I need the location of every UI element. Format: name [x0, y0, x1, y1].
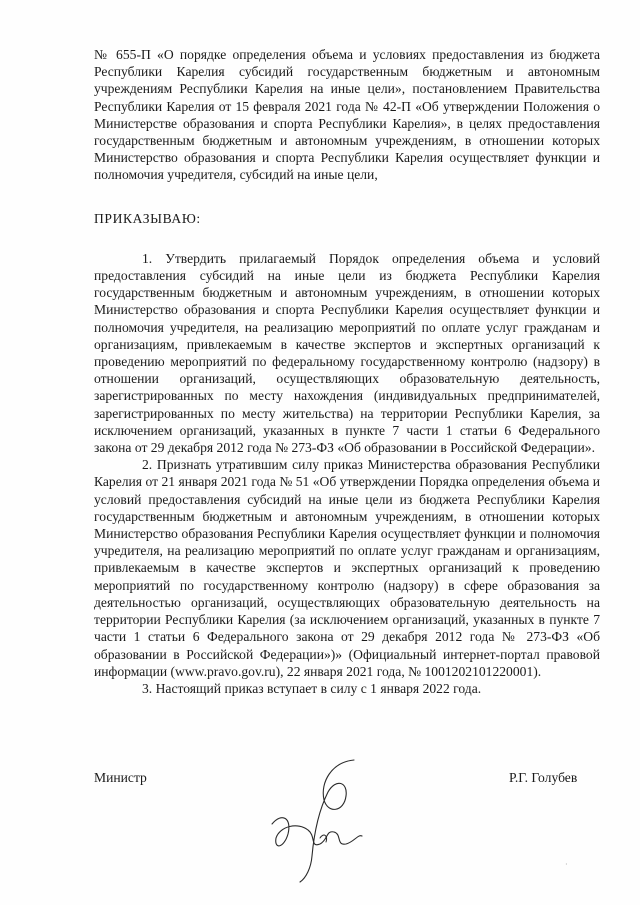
order-item-1: 1. Утвердить прилагаемый Порядок определения объема и условий предоставления субсидий на иные цели из бюджета Республики Карелия государственным бюджетным и автономным учреждениям, в отношении которых Министерство образования и спорта Республики Карелия осуществляет функции и полномочия учредителя, на реализацию мероприятий по оплате услуг гражданам и организациям, привлекаемым в качестве экспертов и экспертных организаций к проведению мероприятий по федеральному государственному контролю (надзору) в отношении организаций, осуществляющих образовательную деятельность, зарегистрированных по месту нахождения (индивидуальных предпринимателей, зарегистрированных по месту жительства) на территории Республики Карелия, за исключением организаций, указанных в пункте 7 части 1 статьи 6 Федерального закона от 29 декабря 2012 года № 273-ФЗ «Об образовании в Российской Федерации».: [94, 250, 600, 456]
scan-mark: ·: [565, 860, 568, 869]
signer-name: Р.Г. Голубев: [509, 770, 578, 785]
handwritten-signature: [262, 752, 382, 887]
preamble-paragraph: № 655-П «О порядке определения объема и условиях предоставления из бюджета Республики Карелия субсидий государственным бюджетным и автономным учреждениям Республики Карелия на иные цели», постановлением Правительства Республики Карелия от 15 февраля 2021 года № 42-П «Об утверждении Положения о Министерстве образования и спорта Республики Карелия», в целях предоставления государственным бюджетным и автономным учреждениям, в отношении которых Министерство образования и спорта Республики Карелия осуществляет функции и полномочия учредителя, субсидий на иные цели,: [94, 47, 600, 183]
document-body: [94, 46, 600, 697]
signer-position: Министр: [94, 770, 147, 785]
order-heading: ПРИКАЗЫВАЮ:: [94, 210, 201, 226]
order-item-2: 2. Признать утратившим силу приказ Министерства образования Республики Карелия от 21 января 2021 года № 51 «Об утверждении Порядка определения объема и условий предоставления субсидий на иные цели из бюджета Республики Карелия государственным бюджетным и автономным учреждениям, в отношении которых Министерство образования Республики Карелия осуществляет функции и полномочия учредителя, на реализацию мероприятий по оплате услуг гражданам и организациям, привлекаемым в качестве экспертов и экспертных организаций к проведению мероприятий по государственному контролю (надзору) в сфере образования за деятельностью организаций, осуществляющих образовательную деятельность на территории Республики Карелия (за исключением организаций, указанных в пункте 7 части 1 статьи 6 Федерального закона от 29 декабря 2012 года № 273-ФЗ «Об образовании в Российской Федерации»)» (Официальный интернет-портал правовой информации (www.pravo.gov.ru), 22 января 2021 года, № 1001202101220001).: [94, 457, 600, 679]
order-item-3: 3. Настоящий приказ вступает в силу с 1 января 2022 года.: [142, 680, 482, 696]
